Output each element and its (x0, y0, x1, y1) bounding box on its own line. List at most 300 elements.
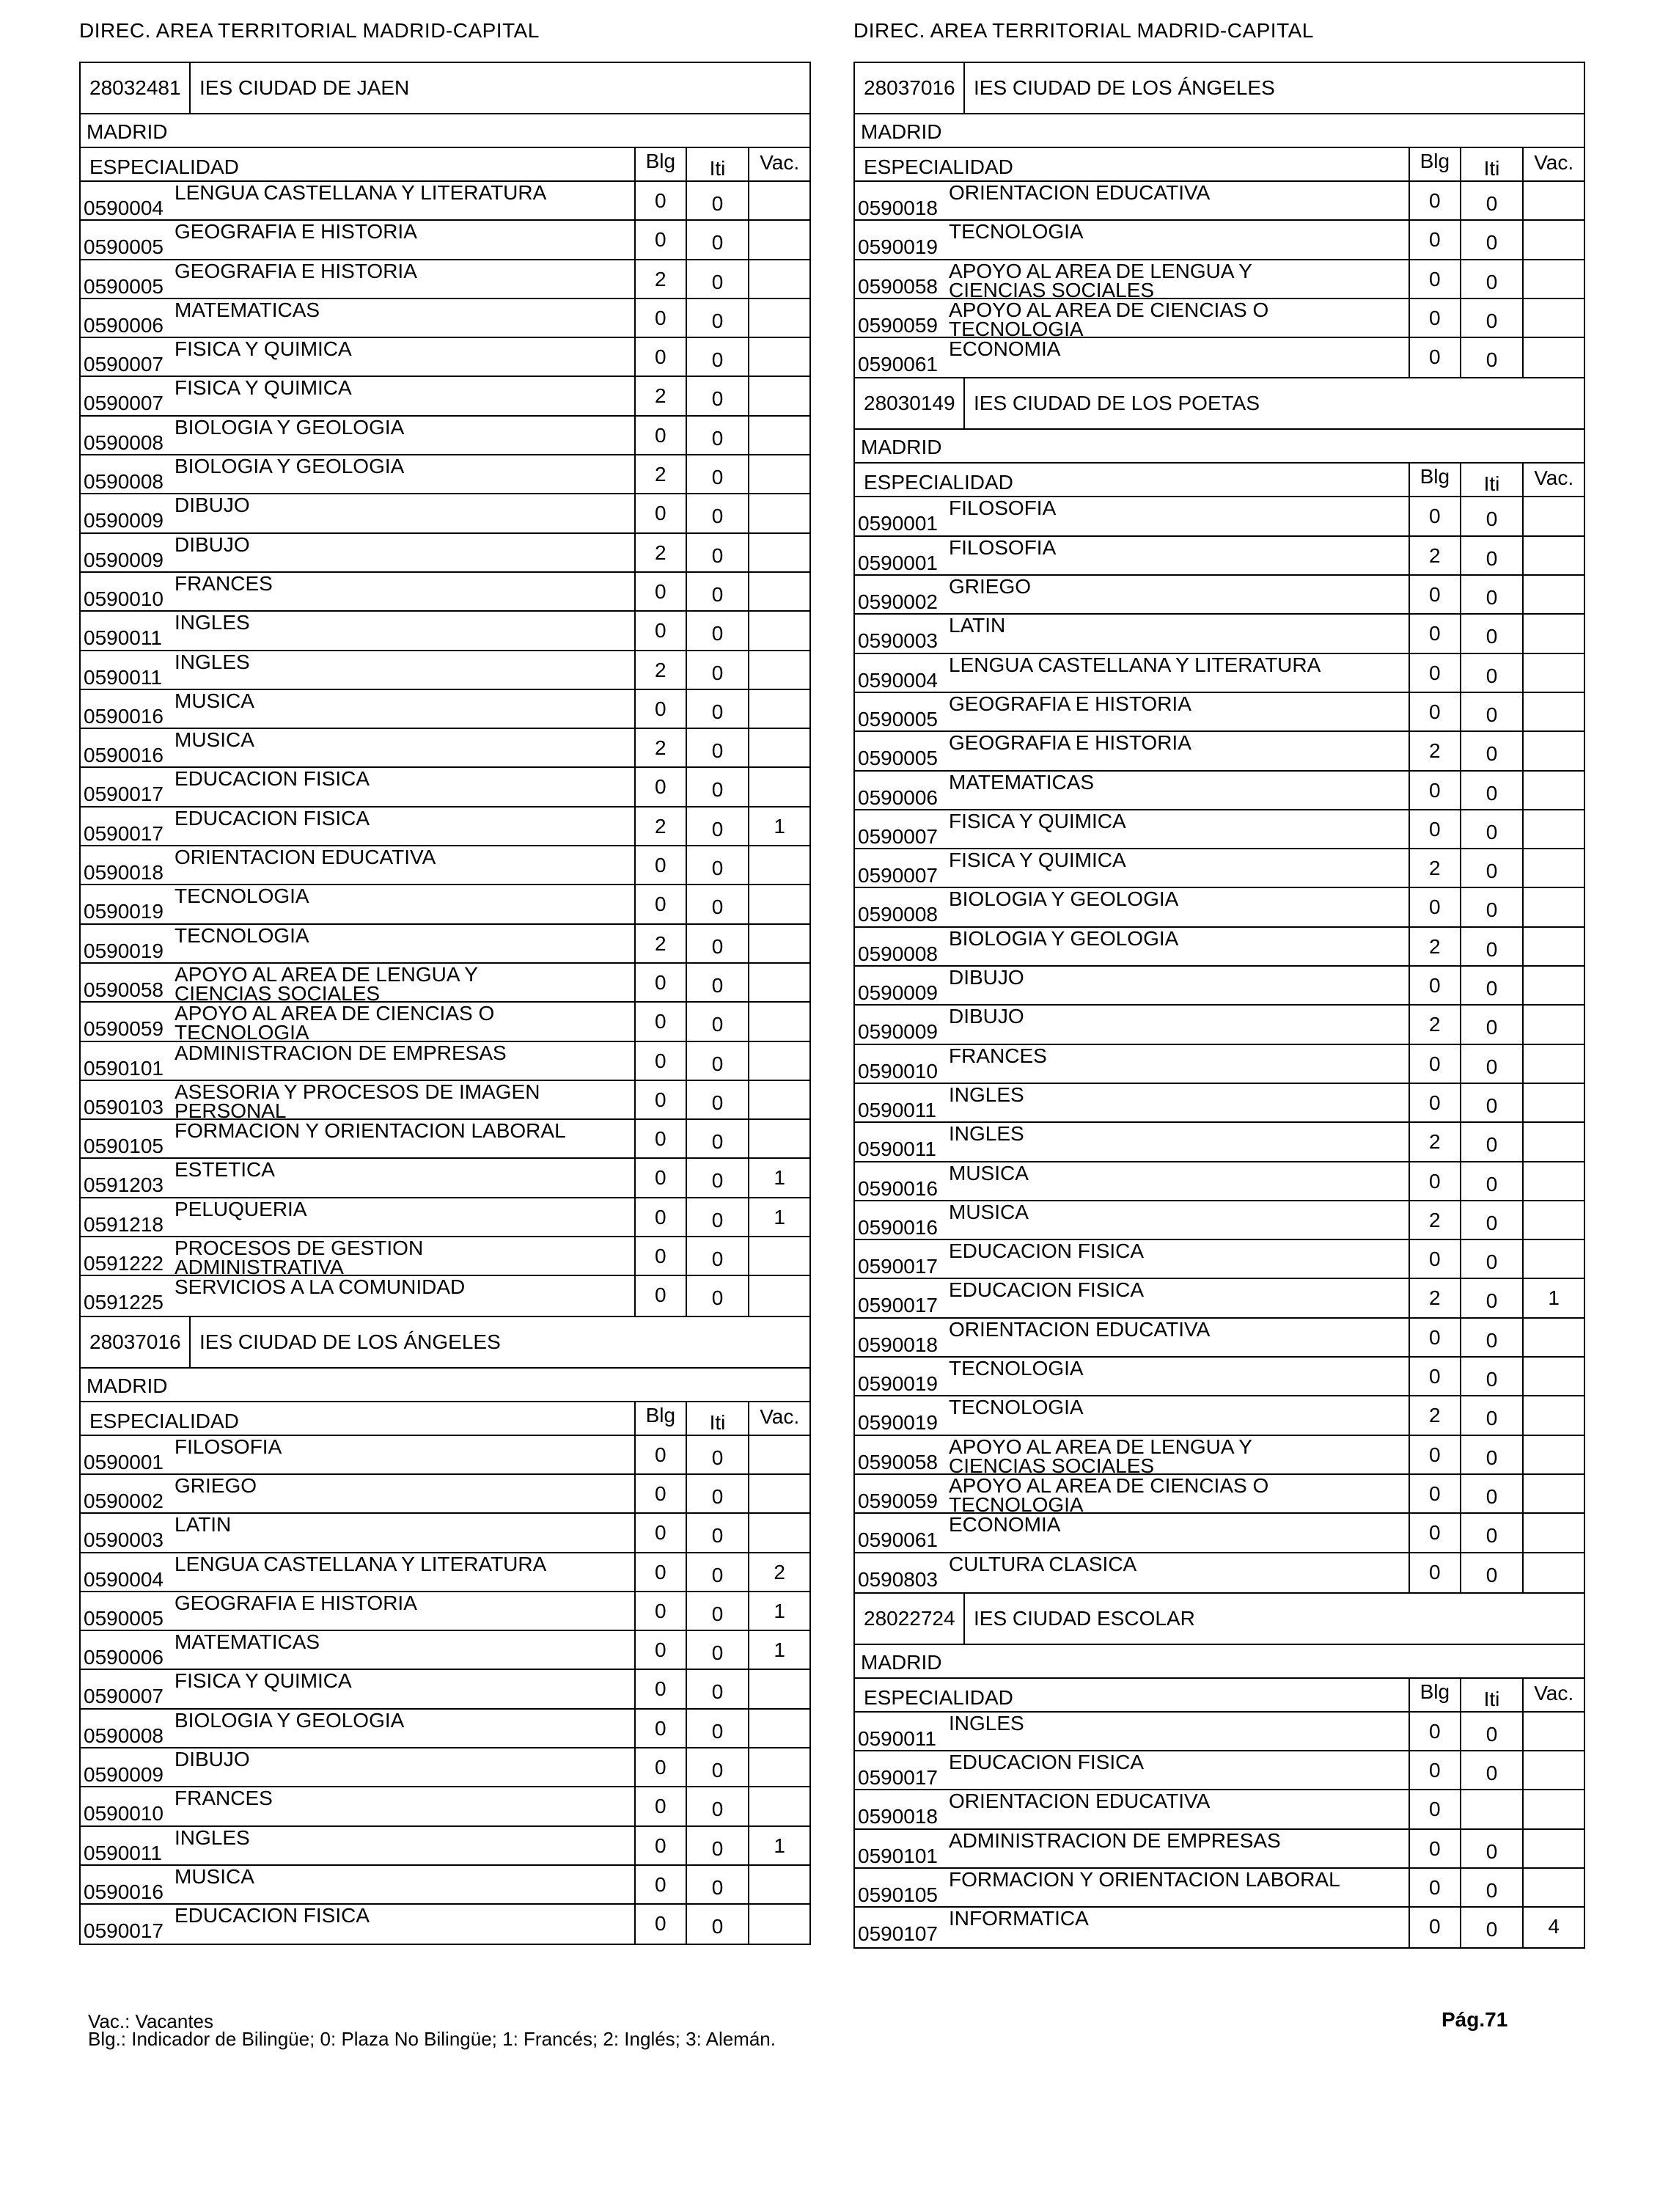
blg-cell: 0 (634, 1436, 686, 1473)
iti-cell: 0 (1460, 1006, 1523, 1043)
iti-cell: 0 (1460, 1201, 1523, 1239)
vac-cell (1522, 615, 1584, 652)
vac-cell (748, 534, 809, 571)
especialidad-cell (81, 1592, 634, 1630)
especialidad-cell (855, 1396, 1409, 1434)
especialidad-name-block (175, 378, 352, 398)
vac-cell (748, 1081, 809, 1118)
vac-cell (1522, 1553, 1584, 1592)
especialidad-name: TECNOLOGIA (949, 1396, 1084, 1419)
vac-cell (1522, 537, 1584, 574)
table-row (81, 1475, 809, 1514)
blg-cell: 2 (1409, 928, 1460, 965)
vac-cell (748, 651, 809, 689)
especialidad-name-block (175, 1080, 540, 1122)
especialidad-name-cont: CIENCIAS SOCIALES (949, 278, 1155, 301)
header-especialidad: ESPECIALIDAD (864, 471, 1013, 494)
especialidad-name-block (949, 1828, 1281, 1852)
table-body (855, 1713, 1584, 1947)
city-name: MADRID (855, 1645, 1584, 1679)
blg-cell: 0 (634, 1592, 686, 1630)
especialidad-name: TECNOLOGIA (175, 923, 309, 947)
table-row (855, 732, 1584, 771)
vac-cell (748, 1237, 809, 1275)
blg-cell: 0 (1409, 1162, 1460, 1200)
especialidad-name-block (175, 457, 404, 476)
especialidad-code: 0590017 (858, 1255, 939, 1278)
table-row (855, 221, 1584, 260)
blg-cell: 0 (1409, 182, 1460, 219)
especialidad-name-block (175, 496, 250, 515)
especialidad-code: 0590009 (84, 548, 164, 571)
table-row (855, 849, 1584, 888)
especialidad-cell (855, 182, 1409, 219)
especialidad-name-block (175, 1708, 405, 1732)
blg-cell: 2 (634, 729, 686, 766)
table-row (855, 967, 1584, 1006)
especialidad-name: MUSICA (949, 1161, 1029, 1184)
especialidad-code: 0591222 (84, 1252, 164, 1275)
table-row (81, 1787, 809, 1826)
iti-cell: 0 (1460, 1319, 1523, 1356)
blg-cell: 0 (1409, 693, 1460, 730)
blg-cell: 0 (1409, 1790, 1460, 1828)
header-especialidad: ESPECIALIDAD (864, 1685, 1013, 1709)
blg-cell: 0 (1409, 810, 1460, 848)
especialidad-cell (81, 846, 634, 884)
header-vac: Vac. (1522, 1679, 1584, 1711)
center-block (79, 1316, 811, 1946)
table-row (81, 1081, 809, 1120)
iti-cell: 0 (686, 690, 749, 728)
especialidad-code: 0590803 (858, 1567, 939, 1591)
especialidad-cell (855, 1123, 1409, 1160)
especialidad-name: APOYO AL AREA DE LENGUA Y (949, 1435, 1252, 1458)
table-row (81, 807, 809, 846)
iti-cell: 0 (686, 1748, 749, 1786)
especialidad-cell (81, 807, 634, 845)
vac-cell (748, 182, 809, 219)
table-row (81, 1276, 809, 1315)
blg-cell: 2 (1409, 1279, 1460, 1316)
especialidad-code: 0590009 (858, 1020, 939, 1044)
table-row (855, 1084, 1584, 1123)
especialidad-name: APOYO AL AREA DE LENGUA Y (949, 259, 1252, 282)
iti-cell: 0 (1460, 1908, 1523, 1947)
especialidad-name: EDUCACION FISICA (175, 806, 370, 830)
especialidad-name-block (175, 1158, 275, 1182)
blg-cell: 0 (1409, 1869, 1460, 1906)
center-code: 28032481 (81, 63, 191, 113)
especialidad-name: MATEMATICAS (175, 1630, 320, 1654)
blg-cell: 2 (1409, 1123, 1460, 1160)
especialidad-name: APOYO AL AREA DE CIENCIAS O (949, 298, 1269, 321)
especialidad-name: FISICA Y QUIMICA (949, 809, 1126, 832)
especialidad-code: 0590007 (84, 1685, 164, 1708)
especialidad-name-block (949, 1161, 1029, 1184)
vac-cell: 1 (1522, 1279, 1584, 1316)
especialidad-name-block (175, 1591, 417, 1614)
especialidad-name: BIOLOGIA Y GEOLOGIA (949, 926, 1179, 950)
especialidad-name-block (949, 183, 1210, 202)
especialidad-cell (855, 1830, 1409, 1867)
blg-cell: 0 (634, 1631, 686, 1669)
blg-cell: 0 (634, 1042, 686, 1080)
blg-cell: 0 (634, 417, 686, 454)
legend-bilingue: Blg.: Indicador de Bilingüe; 0: Plaza No Bilingüe; 1: Francés; 2: Inglés; 3: Alemán. (88, 2028, 776, 2050)
center-code: 28037016 (81, 1317, 191, 1367)
table-row (855, 1751, 1584, 1790)
especialidad-code: 0590017 (858, 1294, 939, 1317)
especialidad-code: 0590008 (84, 431, 164, 454)
especialidad-code: 0590059 (84, 1017, 164, 1041)
especialidad-cell (81, 1475, 634, 1512)
especialidad-name: ECONOMIA (949, 337, 1061, 361)
especialidad-cell (81, 417, 634, 454)
table-row (81, 846, 809, 885)
especialidad-code: 0590019 (84, 900, 164, 923)
especialidad-cell (81, 1866, 634, 1903)
column-header: DIREC. AREA TERRITORIAL MADRID-CAPITAL (79, 19, 540, 42)
table-body (855, 497, 1584, 1592)
iti-cell: 0 (686, 1436, 749, 1473)
table-row (81, 455, 809, 494)
left-blocks (79, 62, 811, 1945)
especialidad-name-block (175, 1275, 466, 1299)
blg-cell: 0 (1409, 338, 1460, 377)
iti-cell: 0 (1460, 772, 1523, 809)
especialidad-cell (855, 1162, 1409, 1200)
blg-cell: 0 (1409, 260, 1460, 298)
especialidad-name: ORIENTACION EDUCATIVA (949, 1790, 1211, 1813)
especialidad-name-cont: CIENCIAS SOCIALES (949, 1454, 1155, 1477)
especialidad-cell (855, 298, 1409, 340)
iti-cell: 0 (1460, 1162, 1523, 1200)
especialidad-cell (81, 260, 634, 298)
iti-cell: 0 (686, 1592, 749, 1630)
especialidad-name: EDUCACION FISICA (949, 1278, 1145, 1302)
especialidad-code: 0590008 (84, 470, 164, 494)
blg-cell: 0 (1409, 1045, 1460, 1083)
especialidad-code: 0590018 (858, 1805, 939, 1828)
especialidad-name-block (175, 689, 254, 712)
table-row (855, 182, 1584, 221)
vac-cell (748, 417, 809, 454)
iti-cell: 0 (686, 260, 749, 298)
especialidad-code: 0590019 (858, 1372, 939, 1396)
especialidad-name: INFORMATICA (949, 1907, 1089, 1930)
especialidad-name: MUSICA (949, 1200, 1029, 1223)
especialidad-code: 0590009 (84, 509, 164, 532)
especialidad-name-cont: TECNOLOGIA (949, 1493, 1084, 1516)
vac-cell (1522, 928, 1584, 965)
especialidad-name-block (175, 1513, 232, 1537)
vac-cell (1522, 693, 1584, 730)
blg-cell: 0 (634, 1276, 686, 1315)
header-blg: Blg (634, 1402, 686, 1435)
blg-cell: 0 (634, 1120, 686, 1157)
especialidad-cell (81, 1670, 634, 1707)
especialidad-name-block (175, 730, 254, 750)
header-especialidad: ESPECIALIDAD (864, 155, 1013, 178)
especialidad-code: 0590019 (84, 939, 164, 962)
iti-cell: 0 (686, 1159, 749, 1196)
especialidad-name-block (175, 962, 478, 1005)
vac-cell: 1 (748, 807, 809, 845)
table-row (855, 654, 1584, 693)
especialidad-name: FRANCES (175, 1787, 273, 1810)
especialidad-code: 0590006 (858, 785, 939, 809)
especialidad-code: 0590011 (84, 665, 162, 689)
especialidad-cell (855, 338, 1409, 377)
especialidad-cell (855, 967, 1409, 1004)
especialidad-code: 0590019 (858, 1411, 939, 1435)
especialidad-name-block (175, 259, 417, 282)
especialidad-name: LATIN (175, 1513, 232, 1537)
especialidad-code: 0590061 (858, 1528, 939, 1552)
especialidad-name-block (949, 222, 1084, 241)
blg-cell: 0 (1409, 967, 1460, 1004)
especialidad-cell (81, 1237, 634, 1279)
iti-cell: 0 (686, 1003, 749, 1040)
especialidad-name-block (175, 1825, 250, 1849)
table-row (81, 417, 809, 455)
especialidad-cell (855, 576, 1409, 613)
iti-cell: 0 (686, 1631, 749, 1669)
iti-cell: 0 (1460, 1279, 1523, 1316)
especialidad-name-block (949, 1552, 1137, 1575)
header-vac: Vac. (748, 1402, 809, 1435)
iti-cell: 0 (1460, 888, 1523, 926)
especialidad-code: 0590007 (858, 824, 939, 848)
header-iti: Iti (1460, 464, 1523, 496)
table-header (855, 464, 1584, 497)
especialidad-name-block (949, 1753, 1144, 1772)
especialidad-name-block (949, 1711, 1024, 1735)
blg-cell: 0 (1409, 1908, 1460, 1947)
especialidad-name: GEOGRAFIA E HISTORIA (175, 259, 417, 282)
especialidad-name: FILOSOFIA (175, 1435, 282, 1458)
especialidad-name-block (175, 613, 250, 632)
vac-cell: 1 (748, 1159, 809, 1196)
iti-cell: 0 (1460, 1869, 1523, 1906)
center-name: IES CIUDAD DE LOS ÁNGELES (199, 1330, 501, 1353)
especialidad-name-block (175, 1789, 273, 1808)
especialidad-name: GEOGRAFIA E HISTORIA (949, 731, 1191, 755)
vac-cell (1522, 654, 1584, 692)
especialidad-name: INGLES (949, 1711, 1024, 1735)
blg-cell: 0 (634, 1003, 686, 1040)
table-body (81, 182, 809, 1316)
iti-cell: 0 (1460, 928, 1523, 965)
especialidad-code: 0591225 (84, 1291, 164, 1314)
especialidad-name-block (175, 337, 352, 361)
vac-cell (1522, 849, 1584, 887)
especialidad-cell (81, 182, 634, 219)
iti-cell: 0 (686, 1710, 749, 1747)
especialidad-cell (81, 885, 634, 923)
especialidad-cell (81, 1159, 634, 1196)
vac-cell: 1 (748, 1827, 809, 1864)
blg-cell: 0 (634, 1081, 686, 1118)
iti-cell: 0 (1460, 732, 1523, 769)
table-row (81, 1748, 809, 1787)
vac-cell: 1 (748, 1592, 809, 1630)
iti-cell: 0 (1460, 1553, 1523, 1592)
especialidad-cell (855, 1319, 1409, 1356)
blg-cell: 2 (1409, 1006, 1460, 1043)
blg-cell: 0 (634, 885, 686, 923)
center-code: 28030149 (855, 378, 965, 428)
especialidad-name: LENGUA CASTELLANA Y LITERATURA (175, 181, 547, 204)
especialidad-cell (81, 1080, 634, 1122)
vac-cell (748, 925, 809, 962)
iti-cell: 0 (686, 1553, 749, 1591)
especialidad-name: MUSICA (175, 1864, 254, 1888)
table-row (855, 537, 1584, 576)
especialidad-cell (855, 1084, 1409, 1121)
especialidad-code: 0590011 (84, 1841, 162, 1864)
table-row (855, 1123, 1584, 1162)
especialidad-cell (855, 1279, 1409, 1316)
header-blg: Blg (1409, 464, 1460, 496)
vac-cell (748, 690, 809, 728)
vac-cell (1522, 1869, 1584, 1906)
especialidad-name-block (949, 1473, 1269, 1516)
iti-cell: 0 (1460, 497, 1523, 535)
especialidad-cell (855, 1751, 1409, 1789)
table-row (855, 1358, 1584, 1396)
especialidad-code: 0590058 (858, 1450, 939, 1473)
iti-cell: 0 (686, 299, 749, 337)
especialidad-code: 0590005 (858, 707, 939, 730)
especialidad-name: APOYO AL AREA DE LENGUA Y (175, 962, 478, 986)
especialidad-name: LENGUA CASTELLANA Y LITERATURA (949, 653, 1321, 676)
vac-cell (1522, 1396, 1584, 1434)
especialidad-code: 0590017 (84, 1919, 164, 1943)
vac-cell (1522, 1751, 1584, 1789)
especialidad-cell (81, 221, 634, 258)
especialidad-cell (855, 1473, 1409, 1516)
blg-cell: 0 (634, 1748, 686, 1786)
table-row (81, 925, 809, 964)
especialidad-code: 0590008 (84, 1724, 164, 1747)
especialidad-code: 0590011 (84, 626, 162, 650)
blg-cell: 0 (634, 1514, 686, 1551)
iti-cell: 0 (686, 885, 749, 923)
especialidad-code: 0590009 (858, 981, 939, 1005)
iti-cell: 0 (686, 1276, 749, 1315)
blg-cell: 0 (1409, 654, 1460, 692)
iti-cell: 0 (686, 534, 749, 571)
especialidad-name-block (175, 1552, 547, 1575)
vac-cell (1522, 1045, 1584, 1083)
vac-cell (1522, 1319, 1584, 1356)
especialidad-name-block (949, 259, 1252, 301)
vac-cell (1522, 1240, 1584, 1278)
table-row (81, 690, 809, 729)
especialidad-cell (81, 494, 634, 532)
blg-cell: 0 (1409, 1475, 1460, 1512)
header-iti: Iti (686, 148, 749, 180)
table-row (855, 693, 1584, 732)
iti-cell: 0 (686, 964, 749, 1001)
blg-cell: 2 (1409, 849, 1460, 887)
especialidad-name-cont: ADMINISTRATIVA (175, 1256, 344, 1279)
especialidad-name: BIOLOGIA Y GEOLOGIA (175, 455, 405, 478)
vac-cell (1522, 182, 1584, 219)
especialidad-cell (81, 455, 634, 493)
especialidad-code: 0590011 (858, 1726, 936, 1750)
header-especialidad: ESPECIALIDAD (89, 155, 239, 178)
especialidad-cell (81, 338, 634, 376)
especialidad-cell (81, 1710, 634, 1747)
blg-cell: 0 (1409, 1830, 1460, 1867)
especialidad-code: 0590016 (858, 1215, 939, 1239)
vac-cell (748, 494, 809, 532)
especialidad-name-block (949, 1398, 1084, 1417)
especialidad-name: FISICA Y QUIMICA (949, 849, 1126, 872)
especialidad-code: 0590105 (858, 1883, 939, 1906)
especialidad-code: 0590103 (84, 1095, 164, 1118)
table-row (855, 1713, 1584, 1751)
vac-cell (1522, 338, 1584, 377)
especialidad-code: 0590011 (858, 1098, 936, 1121)
vac-cell: 1 (748, 1198, 809, 1236)
iti-cell: 0 (686, 377, 749, 414)
especialidad-name: ORIENTACION EDUCATIVA (949, 1317, 1211, 1341)
especialidad-name-block (175, 532, 250, 556)
especialidad-cell (855, 1006, 1409, 1043)
especialidad-code: 0590005 (858, 747, 939, 770)
especialidad-cell (855, 888, 1409, 926)
iti-cell: 0 (1460, 1751, 1523, 1789)
especialidad-name: GEOGRAFIA E HISTORIA (949, 692, 1191, 715)
iti-cell: 0 (686, 807, 749, 845)
blg-cell: 2 (634, 807, 686, 845)
blg-cell: 0 (634, 1787, 686, 1825)
especialidad-name-cont: PERSONAL (175, 1099, 287, 1122)
especialidad-cell (855, 615, 1409, 652)
especialidad-name: GEOGRAFIA E HISTORIA (175, 220, 417, 243)
iti-cell: 0 (686, 1120, 749, 1157)
especialidad-code: 0591218 (84, 1212, 164, 1236)
blg-cell: 0 (634, 768, 686, 805)
vac-cell (748, 1120, 809, 1157)
especialidad-cell (855, 810, 1409, 848)
especialidad-code: 0590004 (84, 1567, 164, 1591)
especialidad-code: 0590007 (84, 392, 164, 415)
iti-cell: 0 (686, 1827, 749, 1864)
blg-cell: 0 (634, 182, 686, 219)
especialidad-code: 0590010 (84, 587, 164, 610)
especialidad-name-block (949, 1359, 1084, 1378)
table-row (81, 612, 809, 651)
especialidad-cell (855, 1358, 1409, 1395)
especialidad-cell (81, 534, 634, 571)
vac-cell (748, 221, 809, 258)
especialidad-cell (855, 1713, 1409, 1750)
center-name: IES CIUDAD DE JAEN (199, 76, 410, 99)
especialidad-name-block (949, 616, 1005, 635)
especialidad-name-block (175, 848, 436, 867)
blg-cell: 0 (634, 1198, 686, 1236)
especialidad-cell (855, 1908, 1409, 1947)
especialidad-code: 0590017 (858, 1766, 939, 1790)
table-row (855, 497, 1584, 536)
vac-cell (1522, 1790, 1584, 1828)
especialidad-name-block (175, 415, 405, 439)
